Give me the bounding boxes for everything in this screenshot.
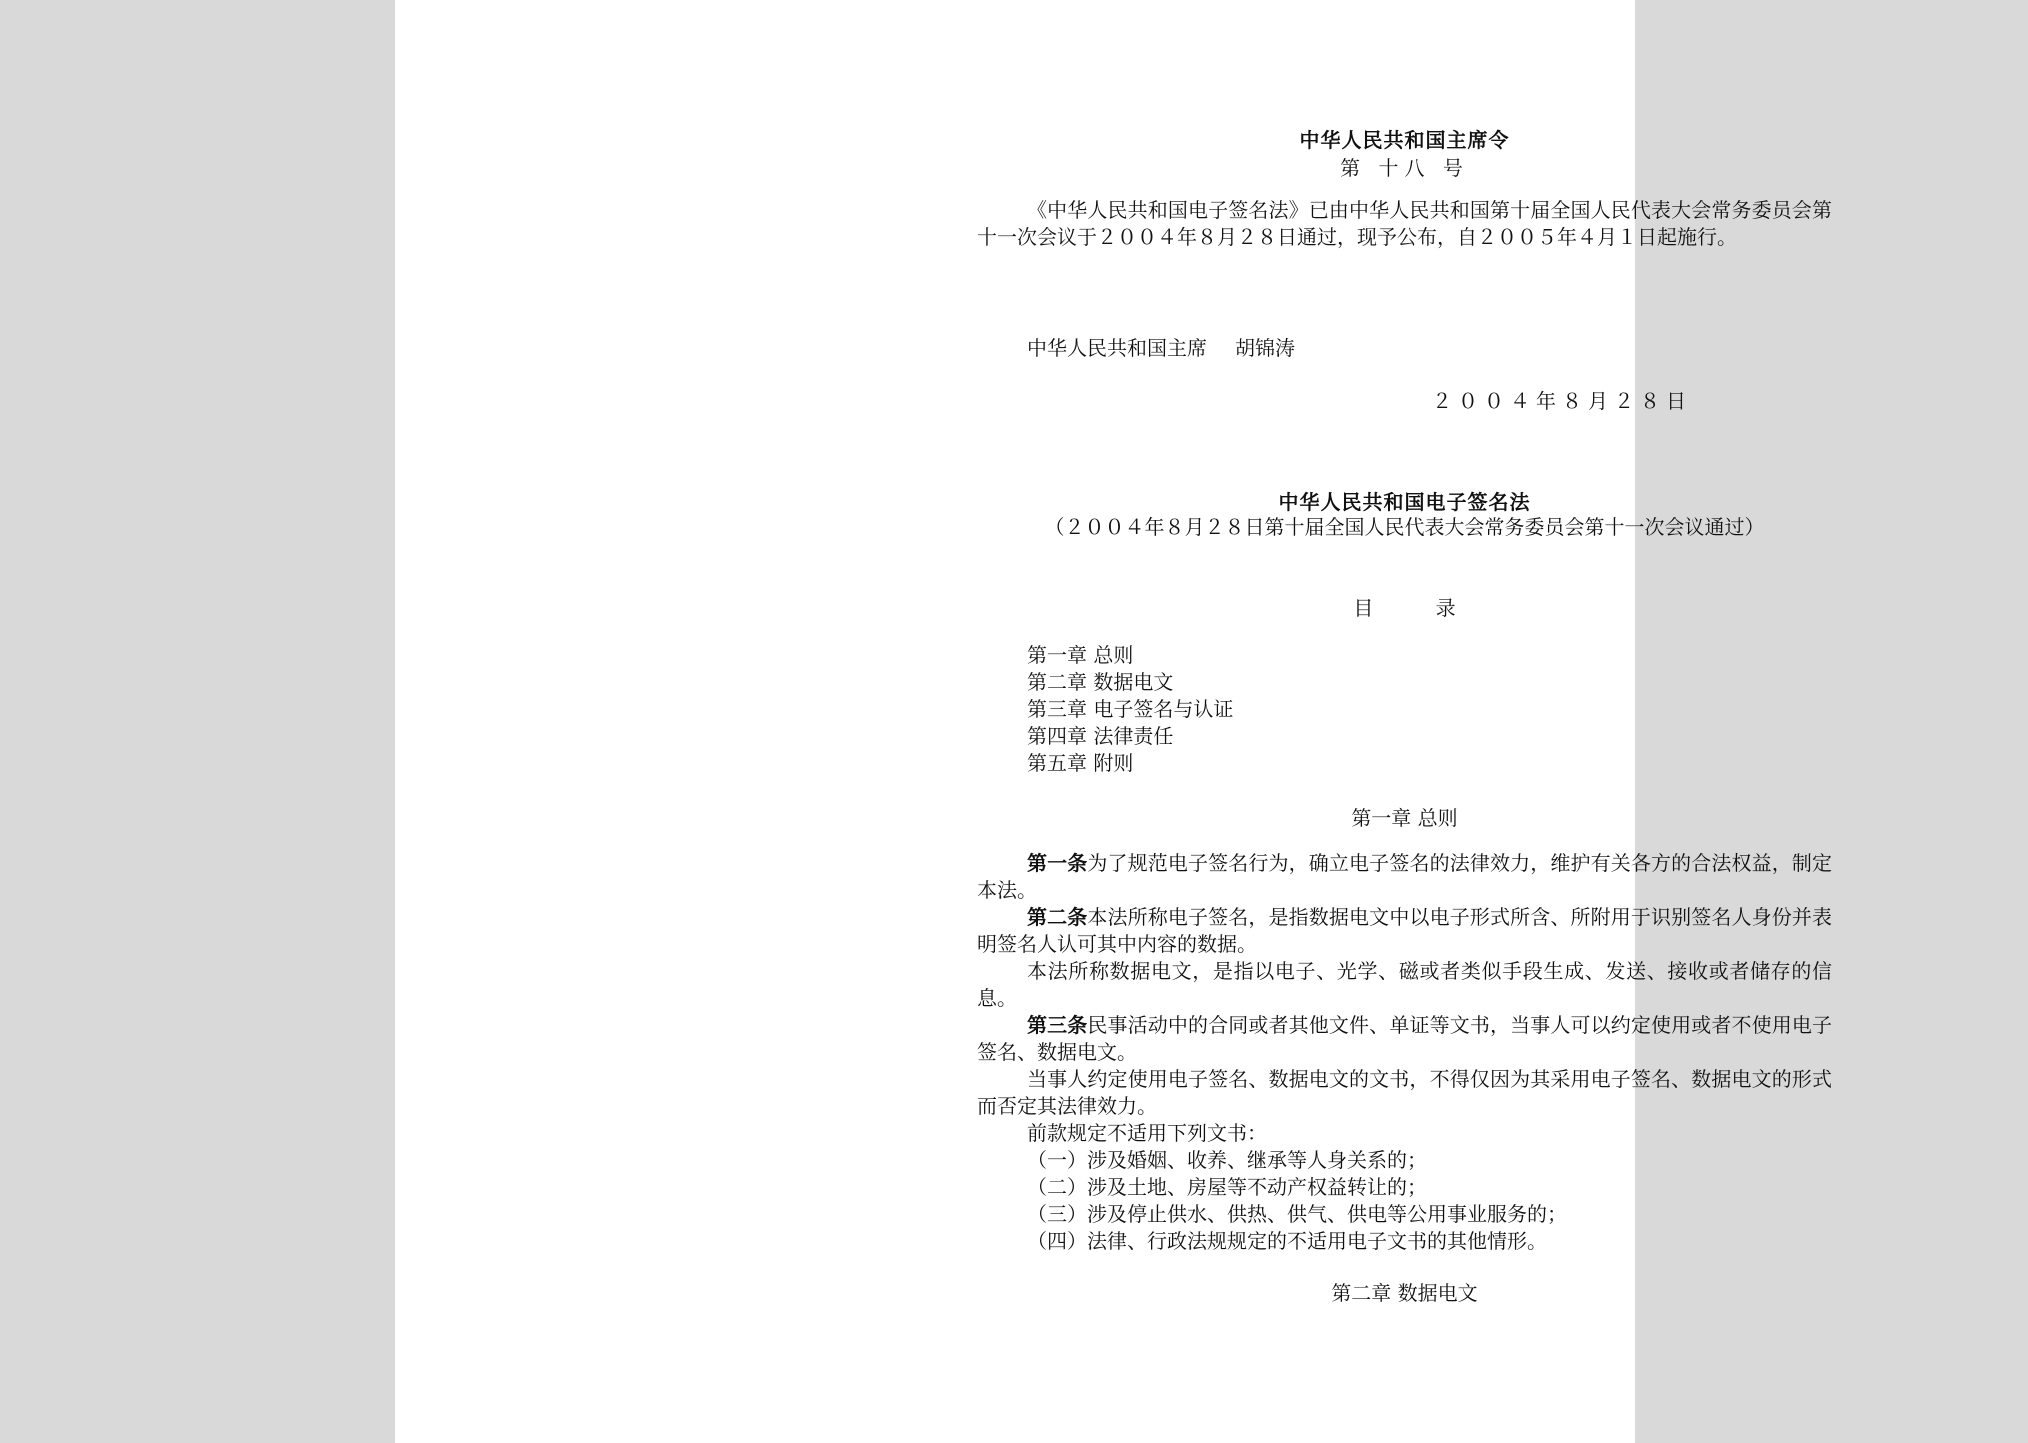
toc-item[interactable]: 第二章 数据电文 — [1027, 670, 1174, 694]
article-3-para2: 当事人约定使用电子签名、数据电文的文书，不得仅因为其采用电子签名、数据电文的形式而否定其法律效力。 — [977, 1067, 1832, 1118]
toc-item[interactable]: 第五章 附则 — [1027, 751, 1134, 775]
toc-item[interactable]: 第四章 法律责任 — [1027, 724, 1174, 748]
toc-heading: 目 录 — [1353, 596, 1484, 620]
chapter1-heading: 第一章 总则 — [1351, 806, 1458, 830]
article-2-label: 第二条 — [1027, 905, 1088, 929]
signer-title: 中华人民共和国主席 — [1027, 336, 1207, 360]
law-subtitle: （２００４年８月２８日第十届全国人民代表大会常务委员会第十一次会议通过） — [1044, 515, 1765, 539]
order-title: 中华人民共和国主席令 — [1299, 128, 1510, 152]
article-2-text: 本法所称电子签名，是指数据电文中以电子形式所含、所附用于识别签名人身份并表明签名人认可其中内容的数据。 — [977, 905, 1833, 956]
order-body: 《中华人民共和国电子签名法》已由中华人民共和国第十届全国人民代表大会常务委员会第十一次会议于２００４年８月２８日通过，现予公布，自２００５年４月１日起施行。 — [977, 198, 1832, 249]
list-item: （四）法律、行政法规规定的不适用电子文书的其他情形。 — [1027, 1229, 1547, 1253]
article-3 — [977, 1012, 1832, 1066]
article-3-para3: 前款规定不适用下列文书： — [1027, 1121, 1267, 1145]
article-2 — [977, 904, 1832, 958]
list-item: （一）涉及婚姻、收养、继承等人身关系的； — [1027, 1148, 1427, 1172]
order-signer — [1027, 332, 1295, 361]
table-of-contents — [1027, 642, 1233, 777]
toc-item[interactable]: 第三章 电子签名与认证 — [1027, 697, 1234, 721]
article-1-text: 为了规范电子签名行为，确立电子签名的法律效力，维护有关各方的合法权益，制定本法。 — [977, 851, 1833, 902]
list-item: （三）涉及停止供水、供热、供气、供电等公用事业服务的； — [1027, 1202, 1567, 1226]
article-3-label: 第三条 — [1027, 1013, 1088, 1037]
chapter2-heading: 第二章 数据电文 — [1331, 1281, 1478, 1305]
chapter1-articles — [977, 850, 1832, 1255]
document-page — [395, 0, 1833, 1443]
article-3-items — [977, 1147, 1832, 1255]
toc-item[interactable]: 第一章 总则 — [1027, 643, 1134, 667]
order-number: 第 十八 号 — [1340, 156, 1469, 180]
article-1-label: 第一条 — [1027, 851, 1088, 875]
order-date: ２００４年８月２８日 — [1432, 389, 1692, 413]
article-2-para2: 本法所称数据电文，是指以电子、光学、磁或者类似手段生成、发送、接收或者储存的信息。 — [977, 959, 1832, 1010]
article-1 — [977, 850, 1832, 904]
list-item: （二）涉及土地、房屋等不动产权益转让的； — [1027, 1175, 1427, 1199]
law-title: 中华人民共和国电子签名法 — [1278, 490, 1531, 514]
article-3-text: 民事活动中的合同或者其他文件、单证等文书，当事人可以约定使用或者不使用电子签名、数据电文。 — [977, 1013, 1833, 1064]
signer-name: 胡锦涛 — [1235, 336, 1295, 360]
